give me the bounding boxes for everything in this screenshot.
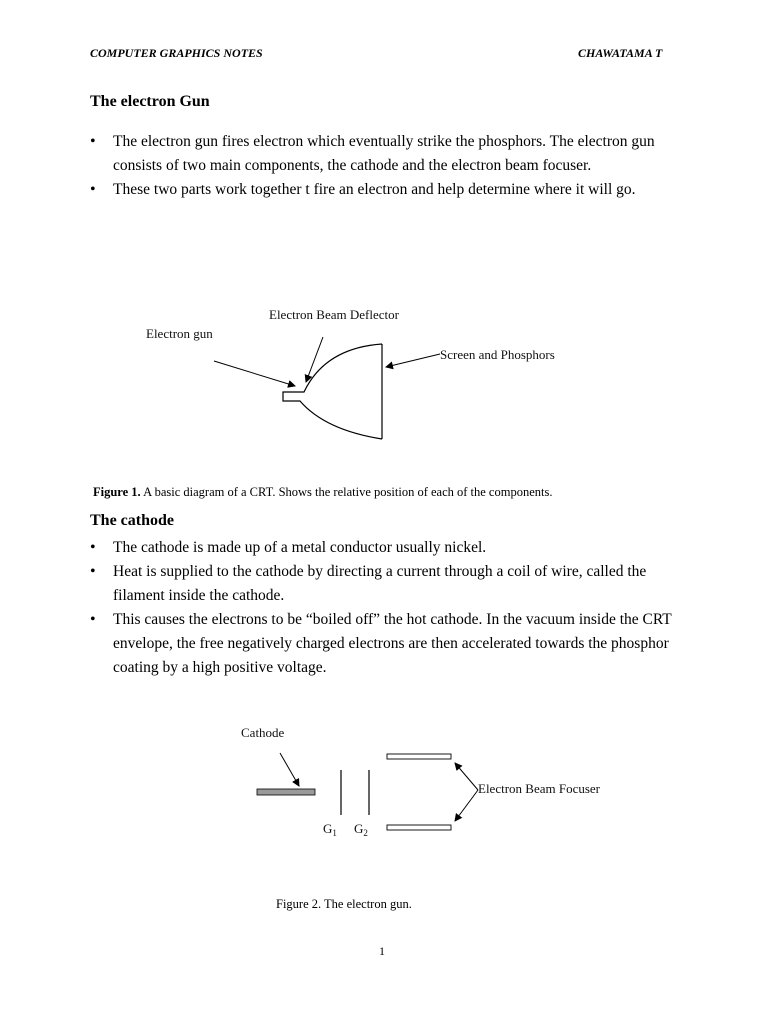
section-title-cathode: The cathode: [90, 512, 174, 529]
list-item: • The electron gun fires electron which eventually strike the phosphors. The electron gun consists of two main components, the cathode and the electron beam focuser.: [90, 130, 680, 178]
section-title-electron-gun: The electron Gun: [90, 93, 210, 110]
focuser-arrow-bottom: [455, 790, 478, 821]
g1-label: $G_1$: [323, 821, 337, 838]
g2-label: $G_2$: [354, 821, 368, 838]
page-number: 1: [379, 944, 385, 958]
figure-2-caption: Figure 2. The electron gun.: [276, 897, 412, 911]
list-item: • Heat is supplied to the cathode by directing a current through a coil of wire, called the filament inside the cathode.: [90, 560, 680, 608]
figure-2-electron-gun-diagram: [235, 720, 635, 870]
focuser-plate-top: [387, 754, 451, 759]
electron-gun-label: Electron gun: [146, 326, 213, 341]
cathode-arrow: [280, 753, 299, 786]
focuser-label: Electron Beam Focuser: [478, 781, 601, 796]
electron-gun-bullet-list: [90, 130, 680, 202]
screen-phosphors-label: Screen and Phosphors: [440, 347, 555, 362]
figure-1-caption: [93, 485, 552, 500]
list-item: • This causes the electrons to be “boiled off” the hot cathode. In the vacuum inside the CRT envelope, the free negatively charged electrons are then accelerated towards the phosphor coating by a high positive voltage.: [90, 608, 680, 680]
figure-1-caption-text: A basic diagram of a CRT. Shows the relative position of each of the components.: [140, 485, 553, 499]
cathode-bullet-list: [90, 536, 680, 680]
deflector-label: Electron Beam Deflector: [269, 307, 399, 322]
header-author: CHAWATAMA T: [578, 46, 663, 60]
focuser-arrow-top: [455, 763, 478, 790]
list-item: • These two parts work together t fire an electron and help determine where it will go.: [90, 178, 680, 202]
screen-arrow: [386, 354, 440, 367]
cathode-label: Cathode: [241, 725, 285, 740]
gun-arrow: [214, 361, 295, 386]
cathode-plate: [257, 789, 315, 795]
figure-1-crt-diagram: [130, 300, 610, 450]
header-course-title: COMPUTER GRAPHICS NOTES: [90, 46, 263, 60]
crt-tube-outline: [283, 344, 382, 439]
focuser-plate-bottom: [387, 825, 451, 830]
list-item: • The cathode is made up of a metal conductor usually nickel.: [90, 536, 680, 560]
figure-1-caption-label: Figure 1.: [93, 485, 141, 499]
